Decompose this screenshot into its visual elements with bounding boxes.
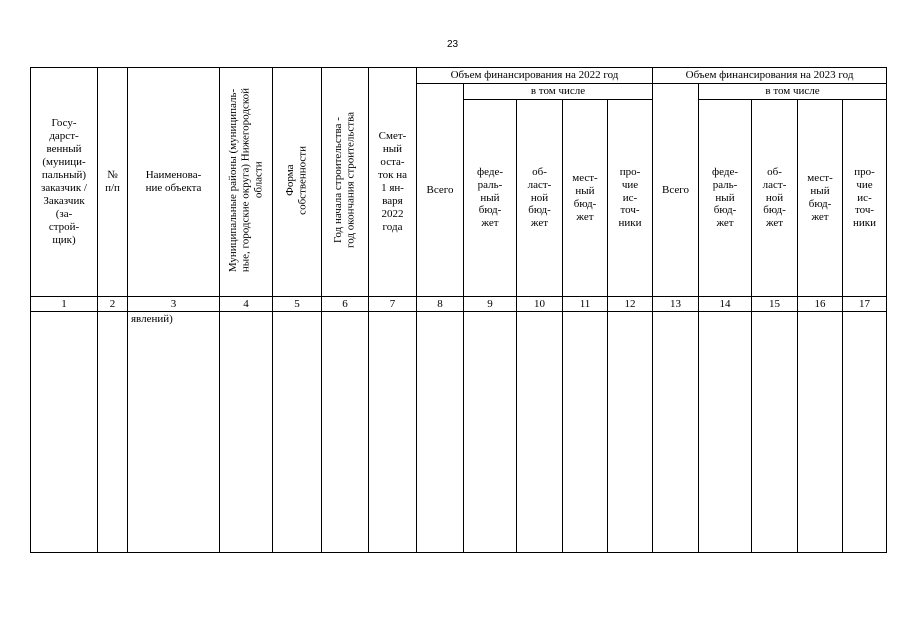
- body-cell: [273, 312, 322, 553]
- col-number: 15: [752, 297, 798, 312]
- header-including-2023: в том числе: [699, 84, 887, 100]
- header-federal-2022: феде- раль- ный бюд- жет: [464, 100, 517, 297]
- body-cell: [653, 312, 699, 553]
- col-number: 5: [273, 297, 322, 312]
- header-other-2022: про- чие ис- точ- ники: [608, 100, 653, 297]
- col-number: 16: [798, 297, 843, 312]
- body-cell: [798, 312, 843, 553]
- col-number: 1: [31, 297, 98, 312]
- col-number: 10: [517, 297, 563, 312]
- col-number: 2: [98, 297, 128, 312]
- header-federal-2023: феде- раль- ный бюд- жет: [699, 100, 752, 297]
- header-financing-2022: Объем финансирования на 2022 год: [417, 68, 653, 84]
- col-number: 3: [128, 297, 220, 312]
- header-ownership-form: Форма собственности: [273, 68, 322, 297]
- header-financing-2023: Объем финансирования на 2023 год: [653, 68, 887, 84]
- body-cell: [517, 312, 563, 553]
- body-cell: [31, 312, 98, 553]
- body-cell: [752, 312, 798, 553]
- financing-table: [30, 67, 887, 553]
- header-regional-2022: об- ласт- ной бюд- жет: [517, 100, 563, 297]
- col-number: 13: [653, 297, 699, 312]
- body-cell: [417, 312, 464, 553]
- header-customer: Госу- дарст- венный (муници- пальный) заказчик / Заказчик (за- строй- щик): [31, 68, 98, 297]
- body-cell: [843, 312, 887, 553]
- col-number: 14: [699, 297, 752, 312]
- col-number: 6: [322, 297, 369, 312]
- header-local-2022: мест- ный бюд- жет: [563, 100, 608, 297]
- col-number: 4: [220, 297, 273, 312]
- header-local-2023: мест- ный бюд- жет: [798, 100, 843, 297]
- col-number: 11: [563, 297, 608, 312]
- header-other-2023: про- чие ис- точ- ники: [843, 100, 887, 297]
- header-object-name: Наименова- ние объекта: [128, 68, 220, 297]
- header-including-2022: в том числе: [464, 84, 653, 100]
- header-total-2022: Всего: [417, 84, 464, 297]
- col-number: 8: [417, 297, 464, 312]
- body-cell: [563, 312, 608, 553]
- header-municipal-districts: Муниципальные районы (муниципаль- ные, городские округа) Нижегородской области: [220, 68, 273, 297]
- col-number: 9: [464, 297, 517, 312]
- body-cell: [98, 312, 128, 553]
- header-construction-years: Год начала строительства - год окончания строительства: [322, 68, 369, 297]
- header-number: № п/п: [98, 68, 128, 297]
- body-cell: [322, 312, 369, 553]
- body-cell: [369, 312, 417, 553]
- page-number: 23: [446, 39, 459, 50]
- col-number: 12: [608, 297, 653, 312]
- body-cell: [220, 312, 273, 553]
- body-cell: [608, 312, 653, 553]
- body-cell: [699, 312, 752, 553]
- header-estimated-balance: Смет- ный оста- ток на 1 ян- варя 2022 года: [369, 68, 417, 297]
- object-name-continuation: явлений): [128, 312, 220, 553]
- header-total-2023: Всего: [653, 84, 699, 297]
- header-regional-2023: об- ласт- ной бюд- жет: [752, 100, 798, 297]
- col-number: 17: [843, 297, 887, 312]
- body-cell: [464, 312, 517, 553]
- col-number: 7: [369, 297, 417, 312]
